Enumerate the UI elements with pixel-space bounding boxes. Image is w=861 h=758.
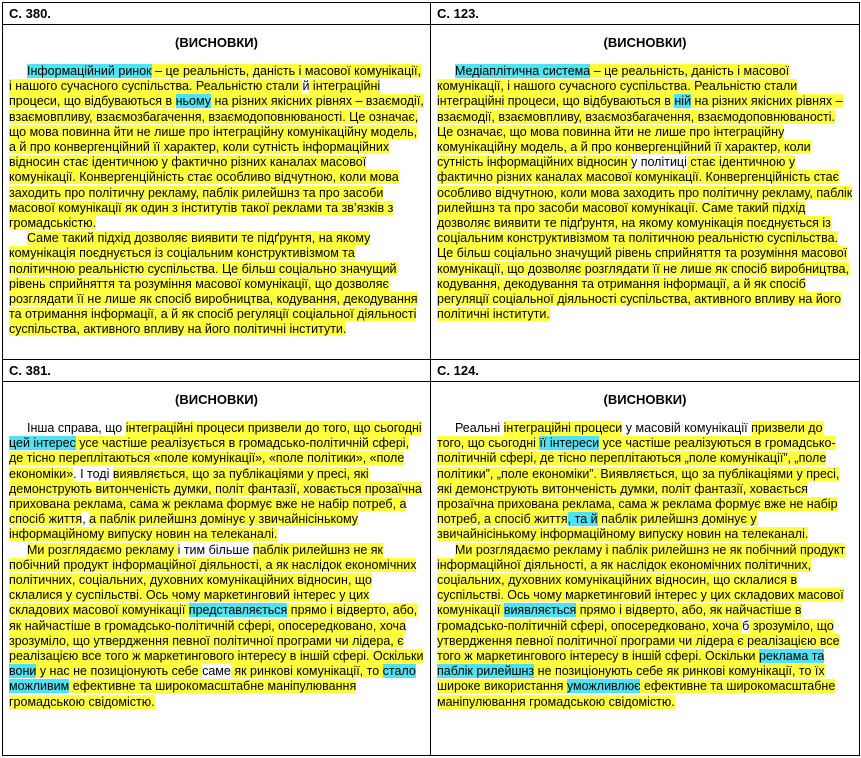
highlight-yellow-run: паблік рилейшнз домінує у звичайнісінькому інформаційному випуску новин на телеканалі. [437, 512, 809, 542]
highlight-yellow-run: у нас не позиціонують себе [36, 664, 203, 679]
highlight-yellow-run: Ми розглядаємо рекламу [27, 542, 178, 557]
highlight-cyan-run: представляється [188, 603, 288, 618]
highlight-yellow-run: прямо і відверто, або, як найчастіше в громадсько-політичній сфері, опосередковано, хоча [437, 603, 802, 633]
highlight-yellow-run: – це реальність, даність і масової комунікації, і нашого сучасного суспільства. Реальністю стали інтеграційні процеси, що відбуваються в [437, 64, 798, 109]
highlight-cyan-run: виявляється [503, 603, 577, 618]
text-run: , [82, 512, 90, 527]
highlight-cyan-run: стало можливим [9, 664, 416, 694]
highlight-yellow-run: інтеграційні процеси призвели до того, що сьогодні [125, 421, 422, 435]
text-run: . І тоді [73, 466, 113, 481]
text-run: у масовій комунікації [622, 421, 752, 435]
text-body [9, 64, 424, 338]
highlight-cyan-run: вони [9, 664, 37, 679]
highlight-yellow-run: стає ідентичною у фактично різних каналах масової комунікації. Конвергенційність стає особливо відчутною, коли мова заходить про політичну рекламу, паблік рилейшнз та про засоби масової комунікації. Саме такий підхід дозволяє виявити те підґрунтя, на якому комунікація поєднується із соціальним конструктивізмом та політичною реальністю суспільства. Це більш соціально значущий рівень сприйняття та розуміння масової комунікації, що дозволяє розглядати її не лише як спосіб виробництва, кодування, декодування та отримання інформації, а й як спосіб регуляції соціальної діяльності суспільства, активного впливу на його політичні інститути. [437, 155, 853, 322]
paragraph [437, 543, 853, 710]
highlight-yellow-run: на різних якісних рівнях – взаємодії, взаємовпливу, взаємозбагачення, взаємодоповнюваності. Це означає, що мова повинна йти не лише про інтеграційну комунікаційну модель, а й про конвергенційний її характер, коли сутність інформаційних відносин стає ідентичною у фактично різних каналах масової комунікації. Конвергенційність стає особливо відчутною, коли мова заходить про політичну рекламу, паблік рилейшнз та про засоби масової комунікації як один з інститутів такої реклами та зв’язків з громадськістю. [9, 94, 424, 231]
paragraph [9, 64, 424, 231]
highlight-cyan-run: її інтереси [539, 436, 600, 451]
highlight-yellow-run: а паблік рилейшнз домінує у звичайнісінькому інформаційному випуску новин на телеканалі. [9, 512, 359, 542]
highlight-yellow-run: призвели до того, що сьогодні [437, 421, 823, 451]
text-run: Реальні [455, 421, 504, 435]
paragraph [437, 64, 853, 322]
highlight-cyan-run: уможливлює [566, 679, 641, 694]
text-cell-123 [431, 25, 860, 360]
cell-header-124: С. 124. [431, 360, 860, 382]
highlight-cyan-run: , та й [567, 512, 598, 527]
highlight-cyan-run: цей інтерес [9, 436, 76, 451]
text-cell-381 [3, 382, 431, 756]
highlight-yellow-run: інтеграційні процеси [503, 421, 623, 435]
highlight-yellow-run: зрозуміло, що утвердження певної політичної програми чи лідера є реалізацією все того ж маркетингового інтересу в іншій сфері. Оскільки [437, 618, 840, 664]
text-cell-124 [431, 382, 860, 756]
highlight-yellow-run: Саме такий підхід дозволяє виявити те підґрунтя, на якому комунікація поєднується із соціальним конструктивізмом та політичною реальністю суспільства. Це більш соціально значущий рівень сприйняття та розуміння масової комунікації, що дозволяє розглядати її не лише як спосіб виробництва, кодування, декодування та отримання інформації, а й як спосіб регуляції соціальної діяльності суспільства, активного впливу на його політичні інститути. [9, 231, 418, 337]
text-run: і тим більше [177, 542, 253, 557]
highlight-yellow-run: як ринкові комунікації, то [230, 664, 383, 679]
text-run: б [742, 618, 750, 633]
text-body [9, 421, 424, 710]
cell-header-380: С. 380. [3, 3, 431, 25]
text-run: саме [202, 664, 231, 679]
highlight-yellow-run: – це реальність, даність і масової комунікації, і нашого сучасного суспільства. Реальністю стали [9, 64, 421, 94]
text-body [437, 64, 853, 322]
comparison-table [2, 2, 860, 756]
highlight-yellow-run: усе частіше реалізується в громадсько-політичній сфері, де тісно переплітаються «поле комунікації», «поле політики», «поле економіки» [9, 436, 410, 481]
cell-header-381: С. 381. [3, 360, 431, 382]
highlight-yellow-run: інтеграційні процеси, що відбуваються в [9, 79, 381, 109]
highlight-cyan-run: ньому [175, 94, 211, 109]
highlight-yellow-run: виявляється, що за публікаціями у пресі, які демонструють витонченість думки, політ фантазії, ховається прозаїчна прихована реклама, сама ж реклама формує вже не набір потреб, а спосіб життя [9, 466, 422, 527]
cell-header-123: С. 123. [431, 3, 860, 25]
paragraph [9, 543, 424, 710]
text-body [437, 421, 853, 710]
conclusions-heading: (ВИСНОВКИ) [175, 392, 258, 407]
highlight-yellow-run: прямо і відверто, або, як найчастіше в громадсько-політичній сфері, опосередковано, хоча зрозуміло, що утвердження певної політичної програми чи лідера, є реалізацією все того ж маркетингового інтересу в іншій сфері. Оскільки [9, 603, 424, 664]
conclusions-heading: (ВИСНОВКИ) [603, 392, 687, 407]
highlight-cyan-run: Інформаційний ринок [27, 64, 152, 78]
highlight-yellow-run: Ми розглядаємо рекламу і паблік рилейшнз не як побічний продукт інформаційної діяльності, а як наслідок економічних політичних, соціальних, духовних комунікаційних відносин, що склалися в суспільстві. Ось чому маркетинговий інтерес у цих складових масової комунікації [437, 542, 846, 618]
text-run: Інша справа, що [27, 421, 126, 435]
highlight-yellow-run: паблік рилейшнз не як побічний продукт інформаційної діяльності, а як наслідок економічних політичних, соціальних, духовних комунікаційних відносин, що склалися у суспільстві. Ось чому маркетинговий інтерес у цих складових масової комунікації [9, 542, 417, 618]
highlight-yellow-run: не позиціонують себе як ринкові комунікації, то їх широке використання [437, 664, 825, 694]
conclusions-heading: (ВИСНОВКИ) [603, 35, 687, 50]
highlight-yellow-run: ефективне та широкомасштабне маніпулювання громадською свідомістю. [9, 679, 357, 709]
conclusions-heading: (ВИСНОВКИ) [175, 35, 258, 50]
paragraph [9, 421, 424, 543]
text-run: у політиці [630, 155, 687, 170]
paragraph [9, 231, 424, 337]
text-run: й [302, 79, 310, 94]
highlight-yellow-run: на різних якісних рівнях – взаємодії, взаємовпливу, взаємозбагачення, взаємодоповнюваності. Це означає, що мова повинна йти не лише про інтеграційну комунікаційну модель, а й про конвергенційний її характер, коли сутність інформаційних відносин [437, 94, 843, 170]
paragraph [437, 421, 853, 543]
highlight-cyan-run: ній [674, 94, 692, 109]
highlight-cyan-run: реклама та паблік рилейшнз [437, 649, 825, 679]
highlight-yellow-run: ефективне та широкомасштабне маніпулювання громадською свідомістю. [437, 679, 836, 709]
highlight-yellow-run: усе частіше реалізуються в громадсько-політичній сфері, де тісно переплітаються „поле комунікації”, „поле політики”, „поле економіки”. Виявляється, що за публікаціями у пресі, які демонструють витонченість думки, політ фантазії, ховається прозаїчна прихована реклама, сама ж реклама формує вже не набір потреб, а спосіб життя [437, 436, 840, 527]
text-cell-380 [3, 25, 431, 360]
highlight-cyan-run: Медіаплітична система [455, 64, 591, 78]
